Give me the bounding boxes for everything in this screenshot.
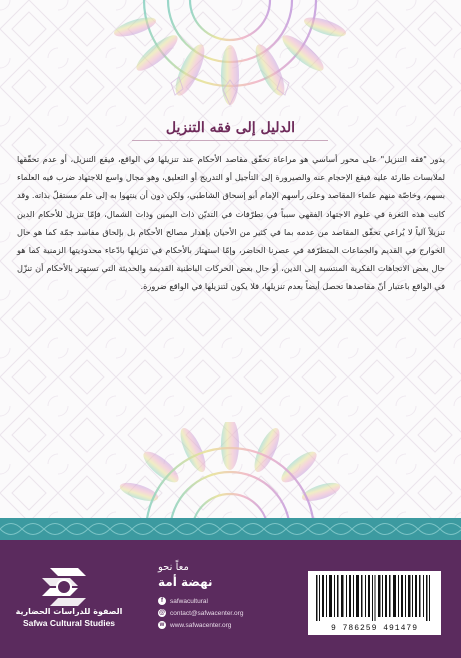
facebook-icon: f bbox=[158, 597, 166, 605]
back-cover-title: الدليل إلى فقه التنزيل bbox=[165, 120, 296, 136]
slogan-line-2: نهضة أمة bbox=[158, 575, 213, 589]
blurb-text: يدور "فقه التنزيل" على محور أساسي هو مراعاة تحقّق مقاصد الأحكام عند تنزيلها في الواقع، فيقع التنزيل، أو عدم تحقّقها لملابسات طارئة عليه فيقع الإحجام عنه والصيرورة إلى التأجيل أو التدريج أو التعليق، وهو مجال واسع للاجتهاد ضرب فيه العلماء بسهم، وخاصّة منهم علماء المقاصد وعلى رأسهم الإمام أبو إسحاق الشاطبي، ولكن دون أن ينتهوا به إلى علم مستقلّ بذاته. وقد كانت هذه الثغرة في علوم الاجتهاد الفقهي سبباً في تطرّفات في التديّن ذات اليمين وذات الشمال، فإمّا تنزيل للأحكام الدين تنزيلاً آلياً لا يُراعي تحقّق المقاصد من عدمه بما في كثير من الأحيان بإهدار مصالح الأحكام بل بإلحاق مفاسد جمّة كما هو حال الخوارج في القديم والجماعات المتطرّفة في عصرنا الحاضر، وإمّا استهتار بالأحكام في تنزيلها بادّعاء محدوديتها الزمنية كما هو حال بعض الاتجاهات الفكرية المنتسبة إلى الدين، أو حال بعض الحركات الباطنية القديمة والحديثة التي تستهتر بالأحكام أن تنزّل في الواقع باعتبار أنّ مقاصدها تحصل أيضاً بعدم تنزيلها، فلا يكون لتنزيلها في الواقع ضرورة. bbox=[17, 154, 445, 292]
isbn-barcode bbox=[308, 571, 441, 635]
website-url: www.safwacenter.org bbox=[170, 621, 232, 629]
barcode-bars bbox=[316, 575, 433, 621]
decorative-band bbox=[0, 518, 461, 540]
publisher-logo bbox=[20, 560, 108, 608]
isbn-number: 9 786259 491479 bbox=[330, 624, 418, 633]
slogan-line-1: معاً نحو bbox=[158, 562, 189, 573]
mandala-bottom-ornament bbox=[105, 422, 355, 518]
publisher-name-arabic: الصفوة للدراسات الحضارية bbox=[15, 607, 123, 616]
facebook-handle: safwacultural bbox=[170, 597, 208, 605]
mandala-top-ornament bbox=[105, 0, 355, 115]
web-icon: w bbox=[159, 622, 165, 628]
contact-website bbox=[158, 621, 231, 629]
publisher-name-english: Safwa Cultural Studies bbox=[22, 618, 116, 628]
contact-email bbox=[158, 609, 243, 617]
email-icon: @ bbox=[159, 610, 165, 616]
contact-facebook bbox=[158, 597, 208, 605]
title-divider bbox=[132, 140, 328, 141]
email-address: contact@safwacenter.org bbox=[170, 609, 244, 617]
